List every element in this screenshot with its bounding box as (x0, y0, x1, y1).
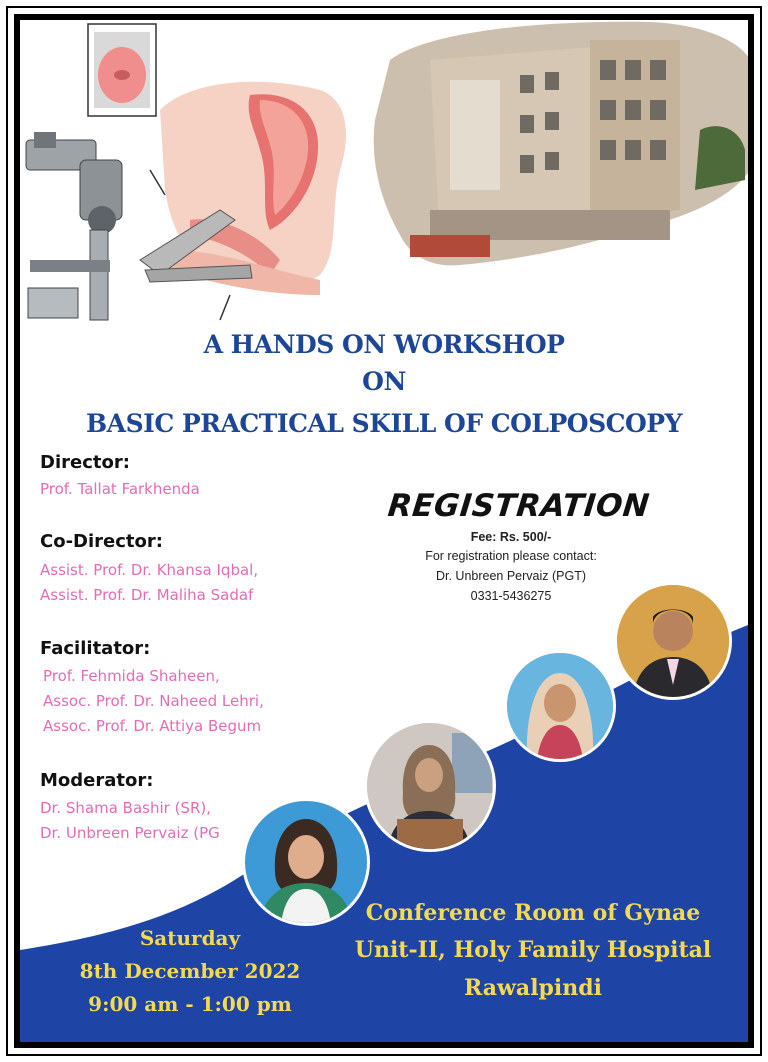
registration-title: REGISTRATION (386, 488, 652, 524)
venue-line-1: Conference Room of Gynae (365, 900, 701, 926)
event-day: Saturday (139, 926, 241, 950)
moderator-name-2: Dr. Unbreen Pervaiz (PG (40, 824, 220, 842)
poster-frame (14, 14, 754, 1048)
registration-contact-line: For registration please contact: (425, 549, 597, 563)
colposcopy-illustration (20, 20, 360, 325)
facilitator-name-3: Assoc. Prof. Dr. Attiya Begum (43, 717, 262, 735)
co-director-label: Co-Director: (40, 531, 163, 552)
workshop-title-line2: ON (362, 367, 406, 396)
registration-contact-name: Dr. Unbreen Pervaiz (PGT) (435, 569, 587, 583)
venue-line-3: Rawalpindi (463, 975, 603, 1001)
moderator-label: Moderator: (40, 770, 154, 791)
venue-line-2: Unit-II, Holy Family Hospital (354, 937, 712, 963)
portrait-photo-2 (504, 650, 616, 762)
college-building-photo (350, 20, 750, 270)
co-director-name-2: Assist. Prof. Dr. Maliha Sadaf (40, 586, 254, 604)
event-date: 8th December 2022 (79, 959, 301, 983)
registration-phone: 0331-5436275 (470, 589, 552, 603)
facilitator-name-1: Prof. Fehmida Shaheen, (43, 667, 220, 685)
workshop-title-line3: BASIC PRACTICAL SKILL OF COLPOSCOPY (86, 409, 682, 438)
portrait-photo-1 (614, 582, 732, 700)
workshop-title-line1: A HANDS ON WORKSHOP (203, 330, 565, 359)
portrait-photo-3 (364, 720, 496, 852)
facilitator-label: Facilitator: (40, 638, 151, 659)
moderator-name-1: Dr. Shama Bashir (SR), (40, 799, 211, 817)
event-time: 9:00 am - 1:00 pm (88, 992, 292, 1016)
registration-fee: Fee: Rs. 500/- (470, 530, 552, 544)
director-label: Director: (40, 452, 130, 473)
co-director-name-1: Assist. Prof. Dr. Khansa Iqbal, (40, 561, 259, 579)
facilitator-name-2: Assoc. Prof. Dr. Naheed Lehri, (43, 692, 264, 710)
director-name: Prof. Tallat Farkhenda (40, 480, 200, 498)
